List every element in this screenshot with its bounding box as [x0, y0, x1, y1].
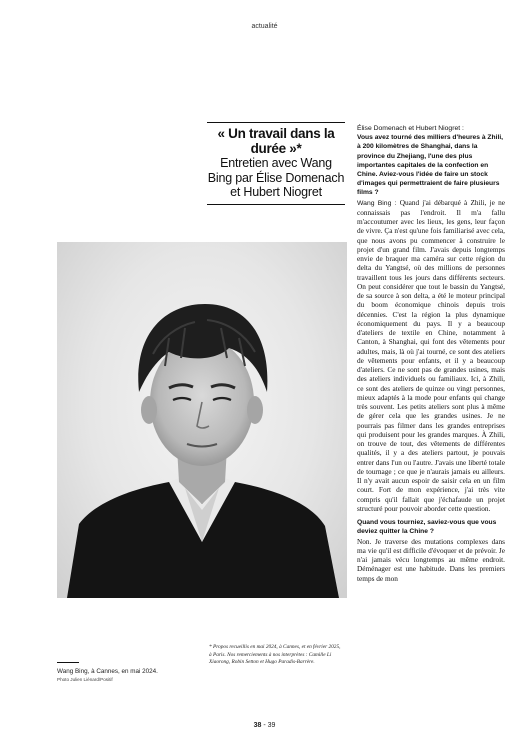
page-number-separator: - [261, 722, 268, 729]
answer-1-text: Quand j'ai débarqué à Zhili, je ne connaissais pas l'endroit. Il m'a fallu m'accoutumer avec les lieux, les gens, leur façon de vivre. Ça n'est qu'une fois familiarisé avec cela, que nous avons pu commencer à construire le projet d'un grand film. J'avais depuis longtemps envie de braquer ma caméra sur cette région du delta du Yangtsé, où des millions de personnes travaillent tous les jours dans différents secteurs. On peut considérer que tout le bassin du Yangtsé, de sa source à son delta, a été le moteur principal du boom économique chinois depuis trois décennies. C'est la région la plus dynamique économiquement du pays. Il y a beaucoup d'ateliers de textile en Chine, notamment à Canton, à Shanghai, qui font des vêtements pour adultes, mais, là où j'ai tourné, ce sont des ateliers de vêtements pour enfants, et il y a beaucoup d'ateliers. Ce ne sont pas de grandes usines, mais des ateliers individuels ou familiaux. Ici, à Zhili, ce sont des ateliers de quinze ou vingt personnes, mieux adaptés à la mode pour enfants qui change très souvent. Les petits ateliers sont plus à même de gérer cela que les grandes usines. Je ne pourrais pas filmer dans les grandes entreprises qui produisent pour les grandes marques. À Zhili, on trouve de tout, des vêtements de différentes qualités, il y a des ateliers partout, je pouvais entrer dans l'un ou l'autre. J'avais une liberté totale de tournage ; ce que je n'aurais jamais eu ailleurs. Il n'y avait aucun espoir de saisir cela en un film court. Fort de mon expérience, j'ai très vite compris qu'il fallait que j'échafaude un projet structuré pour pouvoir aborder cette question. [357, 197, 505, 513]
answer-2: Non. Je traverse des mutations complexes dans ma vie qu'il est difficile d'évoquer et de prévoir. Je n'ai jamais vécu longtemps au même endroit. Déménager est une habitude. Dans les premiers temps de mon [357, 536, 505, 583]
photo-caption-block [57, 662, 197, 683]
portrait-illustration [57, 242, 347, 598]
footnote: * Propos recueillis en mai 2024, à Cannes, et en février 2025, à Paris. Nos remerciements à nos interprètes : Camille Li Xiaorong, Robin Setton et Hugo Paradis-Barrère. [209, 644, 341, 666]
page-number-current: 38 [253, 722, 262, 729]
interviewers-label: Élise Domenach et Hubert Niogret : [357, 125, 464, 132]
photo-caption: Wang Bing, à Cannes, en mai 2024. [57, 668, 158, 675]
portrait-photo [57, 242, 347, 598]
caption-rule [57, 662, 79, 663]
question-1: Vous avez tourné des milliers d'heures à Zhili, à 200 kilomètres de Shanghai, dans la province du Zhejiang, l'une des plus importantes capitales de la confection en Chine. Aviez-vous l'idée de faire un stock d'images qui permettraient de faire plusieurs films ? [357, 134, 504, 197]
speaker-label: Wang Bing : [357, 199, 397, 207]
article-title-block [207, 122, 345, 205]
interview-column [357, 124, 505, 583]
answer-1 [357, 198, 505, 514]
article-title: « Un travail dans la durée »* [217, 126, 335, 156]
page-number-next: 39 [267, 722, 276, 729]
page-numbers [0, 722, 529, 729]
photo-credit: Photo Julien Liénard/Positif [57, 677, 113, 682]
question-2: Quand vous tourniez, saviez-vous que vous deviez quitter la Chine ? [357, 519, 497, 536]
section-label: actualité [251, 23, 278, 30]
article-subtitle: Entretien avec Wang Bing par Élise Domenach et Hubert Niogret [207, 156, 345, 199]
